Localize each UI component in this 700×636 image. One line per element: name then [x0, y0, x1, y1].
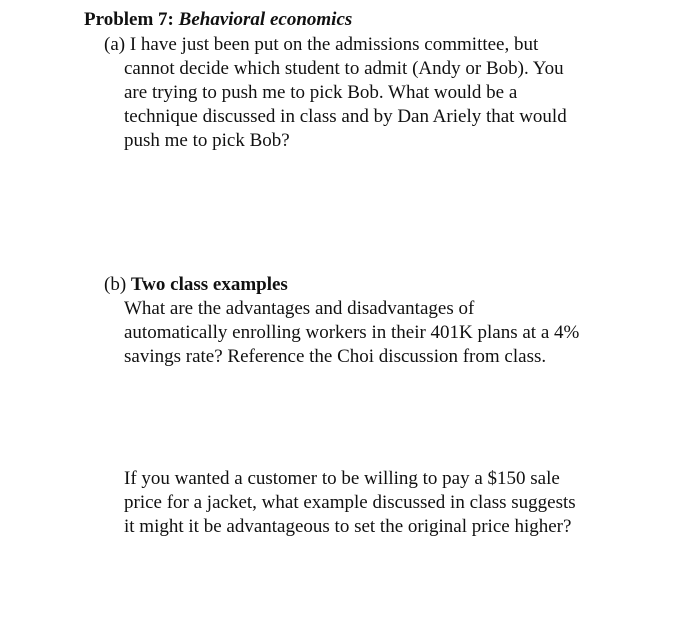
part-b-heading-line	[104, 273, 579, 297]
part-a-label: (a)	[104, 34, 126, 55]
part-b-label: (b)	[104, 274, 127, 295]
part-a-line-4: technique discussed in class and by Dan Ariely that would	[124, 106, 567, 127]
problem-title-topic: Behavioral economics	[178, 9, 353, 30]
question-part-c	[124, 467, 576, 539]
question-part-b	[104, 273, 579, 369]
part-c-line-2: price for a jacket, what example discussed in class suggests	[124, 492, 576, 513]
part-a-line-5: push me to pick Bob?	[124, 130, 290, 151]
question-part-a	[104, 33, 567, 153]
problem-title	[84, 8, 352, 32]
part-b-line-3: savings rate? Reference the Choi discussion from class.	[124, 346, 547, 367]
part-a-line-1	[104, 33, 567, 57]
part-a-text-1: I have just been put on the admissions committee, but	[129, 34, 539, 55]
problem-title-prefix: Problem 7:	[84, 9, 174, 30]
part-c-line-1: If you wanted a customer to be willing to pay a $150 sale	[124, 468, 560, 489]
part-c-line-3: it might it be advantageous to set the original price higher?	[124, 516, 572, 537]
part-a-line-2: cannot decide which student to admit (Andy or Bob). You	[124, 58, 564, 79]
part-b-heading: Two class examples	[130, 274, 288, 295]
part-b-line-1: What are the advantages and disadvantages of	[124, 298, 475, 319]
part-b-line-2: automatically enrolling workers in their 401K plans at a 4%	[124, 322, 580, 343]
part-a-line-3: are trying to push me to pick Bob. What would be a	[124, 82, 518, 103]
